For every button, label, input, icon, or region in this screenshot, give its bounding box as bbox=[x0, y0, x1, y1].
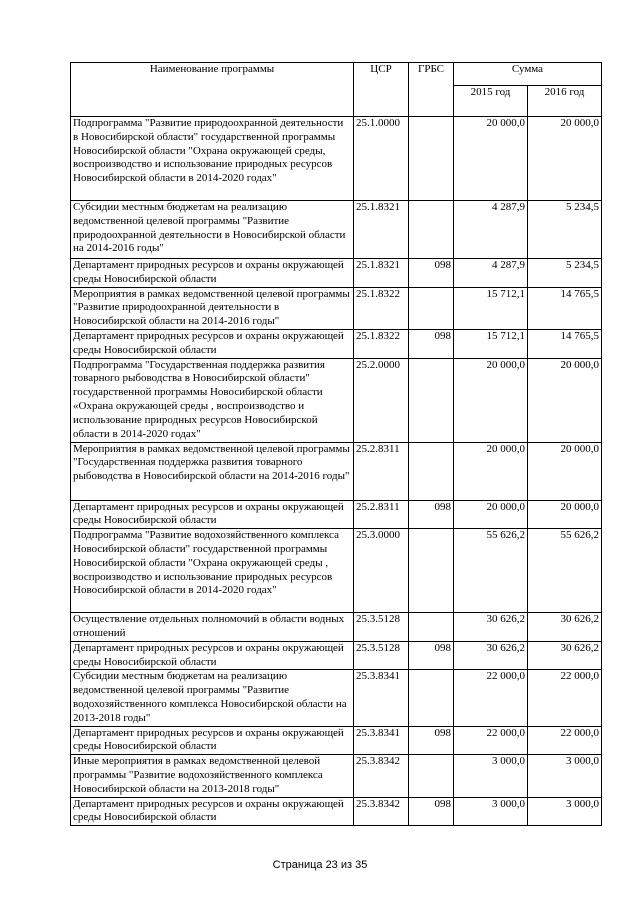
amount-2016-cell: 20 000,0 bbox=[528, 442, 602, 500]
amount-2015-cell: 20 000,0 bbox=[454, 358, 528, 442]
csr-code-cell: 25.2.8311 bbox=[354, 442, 409, 500]
amount-2015-cell: 55 626,2 bbox=[454, 529, 528, 613]
program-name-cell: Департамент природных ресурсов и охраны окружающей среды Новосибирской области bbox=[71, 329, 354, 358]
amount-2015-cell: 22 000,0 bbox=[454, 726, 528, 755]
page-number: Страница 23 из 35 bbox=[272, 859, 368, 871]
table-row bbox=[71, 726, 602, 755]
program-name-cell: Департамент природных ресурсов и охраны окружающей среды Новосибирской области bbox=[71, 726, 354, 755]
amount-2015-cell: 15 712,1 bbox=[454, 329, 528, 358]
program-name-cell: Мероприятия в рамках ведомственной целевой программы "Государственная поддержка развития товарного рыбоводства в Новосибирской области на 2014-2016 годы" bbox=[71, 442, 354, 500]
table-row bbox=[71, 201, 602, 259]
grbs-code-cell bbox=[409, 287, 454, 329]
csr-code-cell: 25.1.8321 bbox=[354, 259, 409, 288]
grbs-code-cell: 098 bbox=[409, 797, 454, 826]
csr-code-cell: 25.3.5128 bbox=[354, 613, 409, 642]
grbs-code-cell bbox=[409, 201, 454, 259]
amount-2016-cell: 14 765,5 bbox=[528, 329, 602, 358]
amount-2016-cell: 5 234,5 bbox=[528, 259, 602, 288]
table-row bbox=[71, 117, 602, 201]
amount-2016-cell: 30 626,2 bbox=[528, 613, 602, 642]
header-grbs: ГРБС bbox=[409, 63, 454, 117]
amount-2016-cell: 55 626,2 bbox=[528, 529, 602, 613]
program-name-cell: Подпрограмма "Развитие водохозяйственного комплекса Новосибирской области" государственной программы Новосибирской области "Охрана окружающей среды , воспроизводство и использование природных ресурсов Новосибирской области в 2014-2020 годах" bbox=[71, 529, 354, 613]
grbs-code-cell: 098 bbox=[409, 500, 454, 529]
table-row bbox=[71, 670, 602, 726]
program-name-cell: Подпрограмма "Государственная поддержка развития товарного рыбоводства в Новосибирской области" государственной программы Новосибирской области «Охрана окружающей среды , воспроизводство и использование природных ресурсов Новосибирской области в 2014-2020 годах" bbox=[71, 358, 354, 442]
amount-2016-cell: 30 626,2 bbox=[528, 641, 602, 670]
table-row bbox=[71, 358, 602, 442]
grbs-code-cell bbox=[409, 358, 454, 442]
budget-table bbox=[70, 62, 602, 826]
grbs-code-cell bbox=[409, 529, 454, 613]
amount-2015-cell: 4 287,9 bbox=[454, 259, 528, 288]
grbs-code-cell: 098 bbox=[409, 329, 454, 358]
amount-2015-cell: 20 000,0 bbox=[454, 500, 528, 529]
header-row bbox=[71, 63, 602, 86]
amount-2015-cell: 3 000,0 bbox=[454, 755, 528, 797]
table-header bbox=[71, 63, 602, 117]
csr-code-cell: 25.3.8341 bbox=[354, 726, 409, 755]
csr-code-cell: 25.3.0000 bbox=[354, 529, 409, 613]
table-row bbox=[71, 259, 602, 288]
table-row bbox=[71, 442, 602, 500]
amount-2015-cell: 22 000,0 bbox=[454, 670, 528, 726]
header-year-2015: 2015 год bbox=[454, 86, 528, 117]
amount-2016-cell: 20 000,0 bbox=[528, 117, 602, 201]
table-row bbox=[71, 529, 602, 613]
grbs-code-cell bbox=[409, 442, 454, 500]
program-name-cell: Мероприятия в рамках ведомственной целевой программы "Развитие природоохранной деятельности в Новосибирской области на 2014-2016 годы" bbox=[71, 287, 354, 329]
amount-2015-cell: 30 626,2 bbox=[454, 641, 528, 670]
table-row bbox=[71, 329, 602, 358]
grbs-code-cell bbox=[409, 670, 454, 726]
program-name-cell: Департамент природных ресурсов и охраны окружающей среды Новосибирской области bbox=[71, 259, 354, 288]
csr-code-cell: 25.1.0000 bbox=[354, 117, 409, 201]
table-row bbox=[71, 755, 602, 797]
amount-2016-cell: 14 765,5 bbox=[528, 287, 602, 329]
grbs-code-cell bbox=[409, 613, 454, 642]
amount-2015-cell: 15 712,1 bbox=[454, 287, 528, 329]
program-name-cell: Департамент природных ресурсов и охраны окружающей среды Новосибирской области bbox=[71, 797, 354, 826]
table-body bbox=[71, 117, 602, 826]
amount-2015-cell: 20 000,0 bbox=[454, 117, 528, 201]
header-sum: Сумма bbox=[454, 63, 602, 86]
amount-2015-cell: 4 287,9 bbox=[454, 201, 528, 259]
grbs-code-cell: 098 bbox=[409, 641, 454, 670]
table-row bbox=[71, 287, 602, 329]
csr-code-cell: 25.3.8342 bbox=[354, 797, 409, 826]
header-program-name: Наименование программы bbox=[71, 63, 354, 117]
csr-code-cell: 25.1.8322 bbox=[354, 329, 409, 358]
table-row bbox=[71, 500, 602, 529]
amount-2016-cell: 5 234,5 bbox=[528, 201, 602, 259]
program-name-cell: Субсидии местным бюджетам на реализацию ведомственной целевой программы "Развитие природоохранной деятельности в Новосибирской области на 2014-2016 годы" bbox=[71, 201, 354, 259]
csr-code-cell: 25.1.8322 bbox=[354, 287, 409, 329]
amount-2015-cell: 3 000,0 bbox=[454, 797, 528, 826]
csr-code-cell: 25.3.8341 bbox=[354, 670, 409, 726]
program-name-cell: Подпрограмма "Развитие природоохранной деятельности в Новосибирской области" государственной программы Новосибирской области "Охрана окружающей среды, воспроизводство и использование природных ресурсов Новосибирской области в 2014-2020 годах" bbox=[71, 117, 354, 201]
csr-code-cell: 25.1.8321 bbox=[354, 201, 409, 259]
table-row bbox=[71, 641, 602, 670]
amount-2016-cell: 20 000,0 bbox=[528, 358, 602, 442]
csr-code-cell: 25.3.5128 bbox=[354, 641, 409, 670]
table-row bbox=[71, 613, 602, 642]
grbs-code-cell bbox=[409, 117, 454, 201]
header-csr: ЦСР bbox=[354, 63, 409, 117]
grbs-code-cell: 098 bbox=[409, 726, 454, 755]
amount-2015-cell: 20 000,0 bbox=[454, 442, 528, 500]
amount-2016-cell: 20 000,0 bbox=[528, 500, 602, 529]
grbs-code-cell: 098 bbox=[409, 259, 454, 288]
table-row bbox=[71, 797, 602, 826]
program-name-cell: Департамент природных ресурсов и охраны окружающей среды Новосибирской области bbox=[71, 641, 354, 670]
amount-2016-cell: 3 000,0 bbox=[528, 755, 602, 797]
amount-2016-cell: 22 000,0 bbox=[528, 670, 602, 726]
program-name-cell: Субсидии местным бюджетам на реализацию ведомственной целевой программы "Развитие водохозяйственного комплекса Новосибирской области на 2013-2018 годы" bbox=[71, 670, 354, 726]
program-name-cell: Осуществление отдельных полномочий в области водных отношений bbox=[71, 613, 354, 642]
csr-code-cell: 25.2.0000 bbox=[354, 358, 409, 442]
header-year-2016: 2016 год bbox=[528, 86, 602, 117]
csr-code-cell: 25.3.8342 bbox=[354, 755, 409, 797]
amount-2016-cell: 22 000,0 bbox=[528, 726, 602, 755]
program-name-cell: Иные мероприятия в рамках ведомственной целевой программы "Развитие водохозяйственного комплекса Новосибирской области на 2013-2018 годы" bbox=[71, 755, 354, 797]
amount-2015-cell: 30 626,2 bbox=[454, 613, 528, 642]
program-name-cell: Департамент природных ресурсов и охраны окружающей среды Новосибирской области bbox=[71, 500, 354, 529]
csr-code-cell: 25.2.8311 bbox=[354, 500, 409, 529]
amount-2016-cell: 3 000,0 bbox=[528, 797, 602, 826]
grbs-code-cell bbox=[409, 755, 454, 797]
